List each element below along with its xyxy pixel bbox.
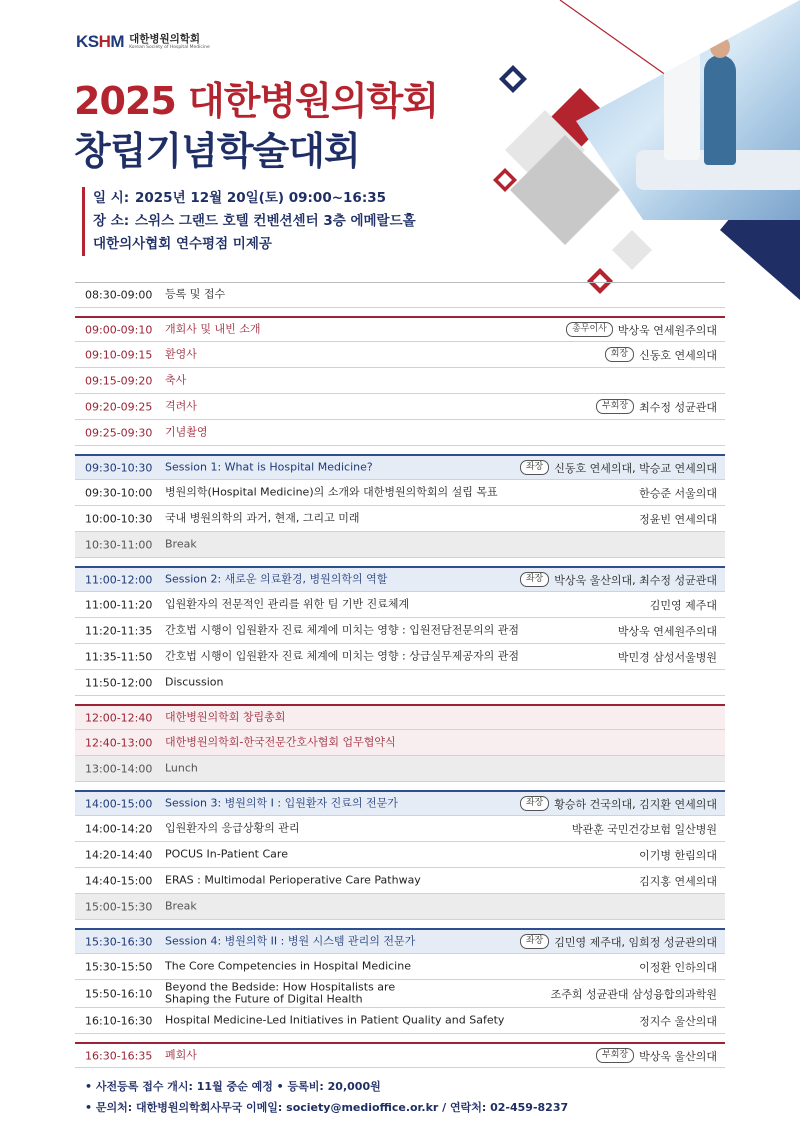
- schedule-row: 09:10-09:15 환영사 회장 신동호 연세의대: [75, 342, 725, 368]
- role-badge: 좌장: [520, 934, 549, 949]
- info-date: 일 시: 2025년 12월 20일(토) 09:00~16:35: [93, 190, 387, 206]
- schedule-row: 16:10-16:30 Hospital Medicine-Led Initiatives in Patient Quality and Safety 정지수 울산의대: [75, 1008, 725, 1034]
- schedule-table: [75, 282, 725, 1068]
- registration-note: • 사전등록 접수 개시: 11월 중순 예정 • 등록비: 20,000원: [85, 1080, 381, 1093]
- schedule-row: 11:50-12:00 Discussion: [75, 670, 725, 696]
- schedule-row: 11:00-11:20 입원환자의 전문적인 관리를 위한 팀 기반 진료체계 김민영 제주대: [75, 592, 725, 618]
- society-logo: [76, 32, 210, 52]
- schedule-row: 14:00-14:20 입원환자의 응급상황의 관리 박관훈 국민건강보험 일산병원: [75, 816, 725, 842]
- title-line-2: 창립기념학술대회: [74, 129, 360, 173]
- hospital-photo: [576, 0, 800, 220]
- schedule-row: 15:50-16:10 Beyond the Bedside: How Hospitalists are Shaping the Future of Digital Health 조주희 성균관대 삼성융합의과학원: [75, 980, 725, 1008]
- schedule-row: 15:30-15:50 The Core Competencies in Hospital Medicine 이정환 인하의대: [75, 954, 725, 980]
- schedule-row: 09:20-09:25 격려사 부회장 최수정 성균관대: [75, 394, 725, 420]
- schedule-row: 16:30-16:35 폐회사 부회장 박상욱 울산의대: [75, 1042, 725, 1068]
- schedule-row: 09:25-09:30 기념촬영: [75, 420, 725, 446]
- schedule-row: 09:00-09:10 개회사 및 내빈 소개 총무이사 박상욱 연세원주의대: [75, 316, 725, 342]
- schedule-row: 14:40-15:00 ERAS : Multimodal Perioperative Care Pathway 김지홍 연세의대: [75, 868, 725, 894]
- schedule-row: 12:40-13:00 대한병원의학회-한국전문간호사협회 업무협약식: [75, 730, 725, 756]
- title-line-1: 2025 대한병원의학회: [74, 79, 438, 123]
- schedule-row: 09:15-09:20 축사: [75, 368, 725, 394]
- schedule-row: 11:35-11:50 간호법 시행이 입원환자 진료 체계에 미치는 영향 : 상급실무제공자의 관점 박민경 삼성서울병원: [75, 644, 725, 670]
- role-badge: 부회장: [596, 399, 634, 414]
- logo-mark: KSHM: [76, 32, 125, 51]
- logo-korean-name: 대한병원의학회: [129, 33, 201, 45]
- role-badge: 회장: [605, 347, 634, 362]
- event-info: [82, 187, 416, 256]
- info-venue: 장 소: 스위스 그랜드 호텔 컨벤션센터 3층 에메랄드홀: [93, 213, 416, 229]
- schedule-row: 12:00-12:40 대한병원의학회 창립총회: [75, 704, 725, 730]
- break-row: 15:00-15:30 Break: [75, 894, 725, 920]
- footer-notes: [85, 1076, 568, 1118]
- session-header: 15:30-16:30 Session 4: 병원의학 II : 병원 시스템 관리의 전문가 좌장 김민영 제주대, 임희정 성균관의대: [75, 928, 725, 954]
- role-badge: 부회장: [596, 1048, 634, 1063]
- contact-note: • 문의처: 대한병원의학회사무국 이메일: society@medioffice.or.kr / 연락처: 02-459-8237: [85, 1101, 569, 1114]
- role-badge: 총무이사: [566, 322, 613, 337]
- schedule-row: 09:30-10:00 병원의학(Hospital Medicine)의 소개와 대한병원의학회의 설립 목표 한승준 서울의대: [75, 480, 725, 506]
- schedule-row: 10:00-10:30 국내 병원의학의 과거, 현재, 그리고 미래 정윤빈 연세의대: [75, 506, 725, 532]
- role-badge: 좌장: [520, 572, 549, 587]
- logo-english-name: Korean Society of Hospital Medicine: [129, 44, 210, 50]
- role-badge: 좌장: [520, 796, 549, 811]
- break-row: 10:30-11:00 Break: [75, 532, 725, 558]
- session-header: 14:00-15:00 Session 3: 병원의학 I : 입원환자 진료의 전문가 좌장 황승하 건국의대, 김지환 연세의대: [75, 790, 725, 816]
- lunch-row: 13:00-14:00 Lunch: [75, 756, 725, 782]
- schedule-row: 11:20-11:35 간호법 시행이 입원환자 진료 체계에 미치는 영향 : 입원전담전문의의 관점 박상욱 연세원주의대: [75, 618, 725, 644]
- schedule-row: 08:30-09:00 등록 및 접수: [75, 282, 725, 308]
- role-badge: 좌장: [520, 460, 549, 475]
- session-header: 11:00-12:00 Session 2: 새로운 의료환경, 병원의학의 역할 좌장 박상욱 울산의대, 최수정 성균관대: [75, 566, 725, 592]
- info-credit: 대한의사협회 연수평점 미제공: [93, 236, 272, 252]
- schedule-row: 14:20-14:40 POCUS In-Patient Care 이기병 한림의대: [75, 842, 725, 868]
- session-header: 09:30-10:30 Session 1: What is Hospital Medicine? 좌장 신동호 연세의대, 박승교 연세의대: [75, 454, 725, 480]
